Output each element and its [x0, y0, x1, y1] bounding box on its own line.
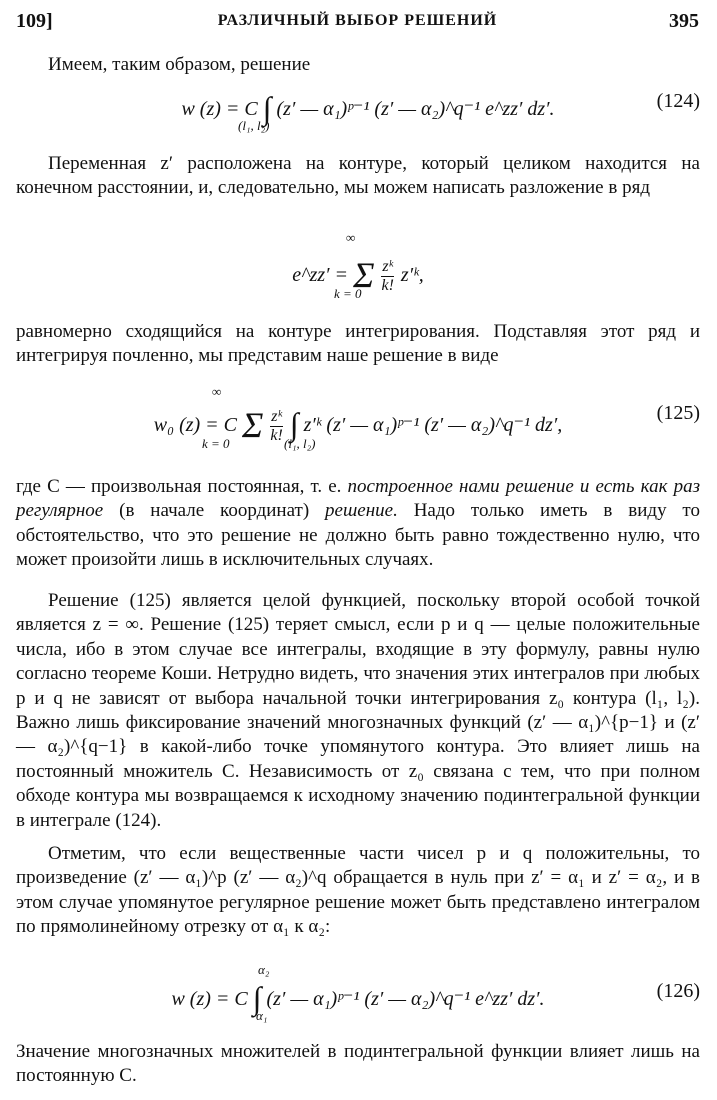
eq126-lhs: w (z) = C — [171, 988, 248, 1010]
eq125-integrand: z′ᵏ (z′ — α₁)ᵖ⁻¹ (z′ — α₂)^q⁻¹ dz′, — [303, 414, 563, 436]
fraction-numerator: zᵏ — [382, 257, 394, 275]
eq124-integrand: (z′ — α₁)ᵖ⁻¹ (z′ — α₂)^q⁻¹ e^zz′ dz′. — [276, 98, 555, 120]
paragraph-4 — [16, 475, 700, 573]
page-header — [16, 10, 699, 40]
eq126-lower-limit: α₁ — [256, 1008, 268, 1023]
eq125-number: (125) — [656, 402, 700, 424]
fraction-numerator: zᵏ — [271, 407, 282, 425]
equation-125 — [16, 384, 700, 454]
series-lhs: e^zz′ = — [292, 264, 349, 286]
text-run: (в начале координат) — [103, 500, 326, 522]
sum-sign: Σ — [242, 405, 264, 445]
eq125-limits: (l₁, l₂) — [284, 436, 316, 451]
equation-series — [16, 230, 700, 310]
running-title: РАЗЛИЧНЫЙ ВЫБОР РЕШЕНИЙ — [217, 12, 498, 29]
eq125-lhs: w₀ (z) = C — [153, 414, 238, 436]
eq125-sum-top: ∞ — [212, 384, 222, 399]
series-fraction — [381, 258, 393, 295]
eq125-sum-bottom: k = 0 — [202, 436, 230, 451]
page-number: 395 — [669, 10, 699, 32]
paragraph-1: Имеем, таким образом, решение — [48, 54, 311, 75]
series-sum-bottom: k = 0 — [334, 286, 362, 301]
equation-124 — [16, 86, 700, 136]
paragraph-6: Отметим, что если вещественные части чисел p и q положительны, то произведение (z′ — α₁)^p (z′ — α₂)^q обращается в нуль при z′ = α₁ и z′ = α₂, и в этом случае упомянутое регулярное решение может быть представлено интегралом по прямолинейному отрезку от α₁ к α₂: — [16, 843, 700, 938]
eq124-number: (124) — [656, 90, 700, 112]
eq124-limits: (l₁, l₂) — [238, 118, 270, 133]
eq124-lhs: w (z) = C — [181, 98, 258, 120]
italic-run: решение. — [325, 500, 398, 522]
sum-sign: Σ — [353, 255, 375, 295]
eq126-number: (126) — [656, 980, 700, 1002]
fraction-denominator: k! — [381, 276, 394, 294]
eq126-integrand: (z′ — α₁)ᵖ⁻¹ (z′ — α₂)^q⁻¹ e^zz′ dz′. — [266, 988, 545, 1010]
paragraph-2: Переменная z′ расположена на контуре, который целиком находится на конечном расстоянии, и, следовательно, мы можем написать разложение в ряд — [16, 153, 700, 199]
series-rest: z′ᵏ, — [400, 264, 424, 286]
integral-sign: ∫ — [252, 980, 262, 1016]
integral-sign: ∫ — [262, 90, 272, 126]
integral-sign: ∫ — [289, 406, 299, 442]
eq126-upper-limit: α₂ — [258, 962, 270, 977]
paragraph-5: Решение (125) является целой функцией, поскольку второй особой точкой является z = ∞. Решение (125) теряет смысл, если p и q — целые положительные числа, ибо в этом случае все интегралы, входящие в эту формулу, равны нулю согласно теореме Коши. Нетрудно видеть, что значения этих интегралов при любых p и q не зависят от выбора начальной точки интегрирования z₀ контура (l₁, l₂). Важно лишь фиксирование значений многозначных функций (z′ — α₁)^{p−1} и (z′ — α₂)^{q−1} в какой-либо точке упомянутого контура. Это влияет лишь на постоянный множитель C. Независимость от z₀ связана с тем, что при полном обходе контура мы возвращаемся к исходному значению подинтегральной функции в интеграле (124). — [16, 590, 700, 831]
italic-run: построенное нами решение и есть как раз регулярное — [16, 476, 700, 522]
paragraph-3: равномерно сходящийся на контуре интегрирования. Подставляя этот ряд и интегрируя почленно, мы представим наше решение в виде — [16, 321, 700, 367]
series-sum-top: ∞ — [346, 230, 356, 245]
section-number: 109] — [16, 10, 53, 32]
eq125-fraction — [270, 408, 282, 445]
equation-126 — [16, 962, 700, 1026]
text-run: где C — произвольная постоянная, т. е. — [16, 476, 348, 497]
text-run: Надо только иметь в виду то обстоятельство, что это решение не должно быть равно тождественно нулю, что может произойти лишь в исключительных случаях. — [16, 500, 700, 571]
paragraph-7: Значение многозначных множителей в подинтегральной функции влияет лишь на постоянную C. — [16, 1041, 700, 1087]
fraction-denominator: k! — [270, 426, 283, 444]
